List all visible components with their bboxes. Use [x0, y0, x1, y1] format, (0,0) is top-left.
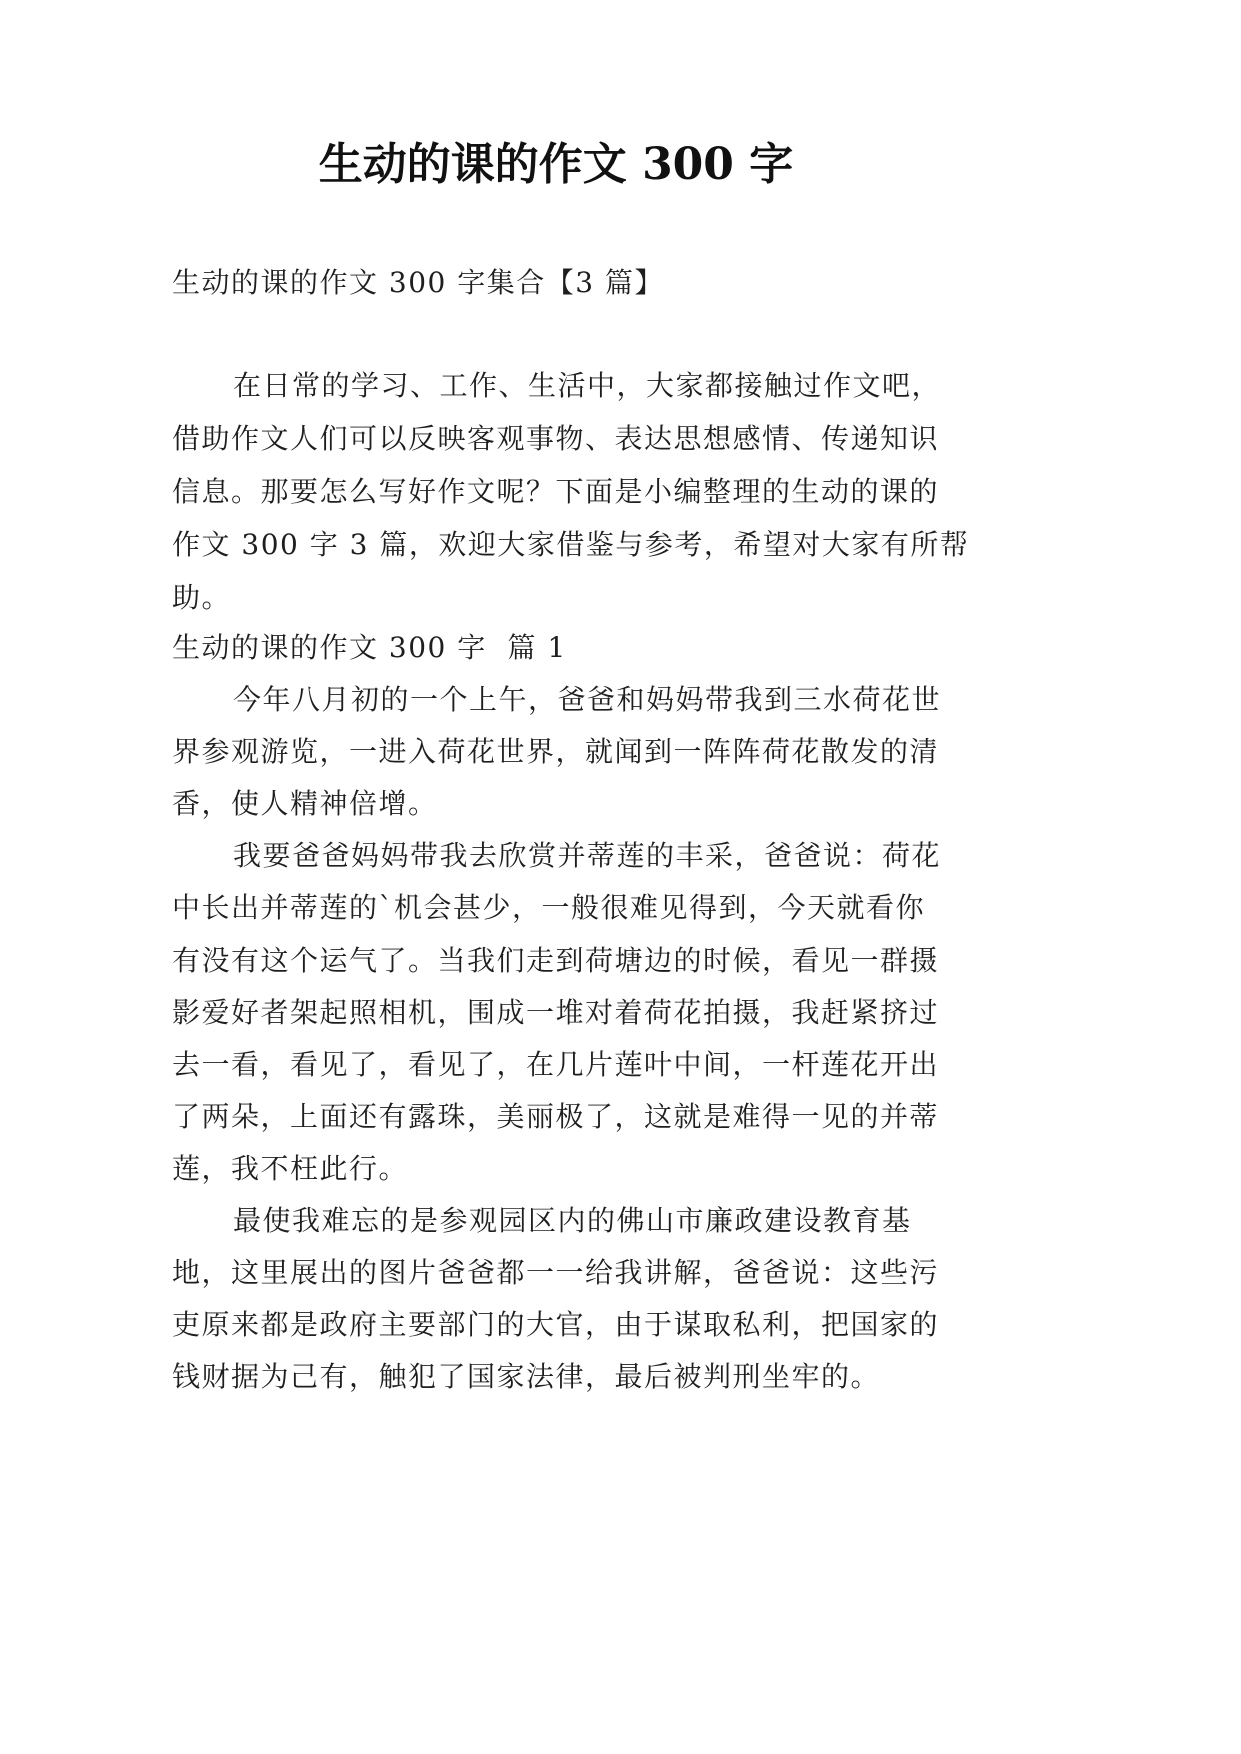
paragraph-line: 我要爸爸妈妈带我去欣赏并蒂莲的丰采，爸爸说：荷花: [233, 839, 942, 873]
paragraph-line: 地，这里展出的图片爸爸都一一给我讲解，爸爸说：这些污: [172, 1256, 940, 1290]
paragraph-line: 界参观游览，一进入荷花世界，就闻到一阵阵荷花散发的清: [172, 735, 940, 769]
paragraph-line: 信息。那要怎么写好作文呢？下面是小编整理的生动的课的: [172, 475, 940, 508]
paragraph-line: 中长出并蒂莲的`机会甚少，一般很难见得到，今天就看你: [172, 891, 926, 925]
paragraph-line: 借助作文人们可以反映客观事物、表达思想感情、传递知识: [172, 422, 940, 455]
section-heading: 生动的课的作文 300 字 篇 1: [172, 631, 567, 664]
paragraph-line: 在日常的学习、工作、生活中，大家都接触过作文吧，: [233, 369, 942, 402]
essay-paragraph: [172, 830, 972, 1195]
essay-paragraph: [172, 1195, 972, 1403]
document-title: 生动的课的作文 300 字: [318, 139, 794, 190]
paragraph-line: 莲，我不枉此行。: [172, 1151, 409, 1185]
essay-paragraph: [172, 674, 972, 830]
paragraph-line: 去一看，看见了，看见了，在几片莲叶中间，一杆莲花开出: [172, 1047, 940, 1081]
paragraph-line: 影爱好者架起照相机，围成一堆对着荷花拍摄，我赶紧挤过: [172, 995, 940, 1029]
paragraph-line: 作文 300 字 3 篇，欢迎大家借鉴与参考，希望对大家有所帮: [172, 528, 970, 561]
paragraph-line: 钱财据为己有，触犯了国家法律，最后被判刑坐牢的。: [172, 1360, 881, 1394]
essay-section-1: [172, 622, 972, 1403]
paragraph-line: 了两朵，上面还有露珠，美丽极了，这就是难得一见的并蒂: [172, 1099, 940, 1133]
paragraph-line: 吏原来都是政府主要部门的大官，由于谋取私利，把国家的: [172, 1308, 940, 1342]
document-subtitle: 生动的课的作文 300 字集合【3 篇】: [172, 266, 664, 299]
paragraph-line: 今年八月初的一个上午，爸爸和妈妈带我到三水荷花世: [233, 683, 942, 717]
paragraph-line: 有没有这个运气了。当我们走到荷塘边的时候，看见一群摄: [172, 943, 940, 977]
paragraph-line: 助。: [172, 581, 232, 614]
paragraph-line: 香，使人精神倍增。: [172, 787, 438, 821]
intro-paragraph: [172, 359, 972, 624]
paragraph-line: 最使我难忘的是参观园区内的佛山市廉政建设教育基: [233, 1204, 912, 1238]
